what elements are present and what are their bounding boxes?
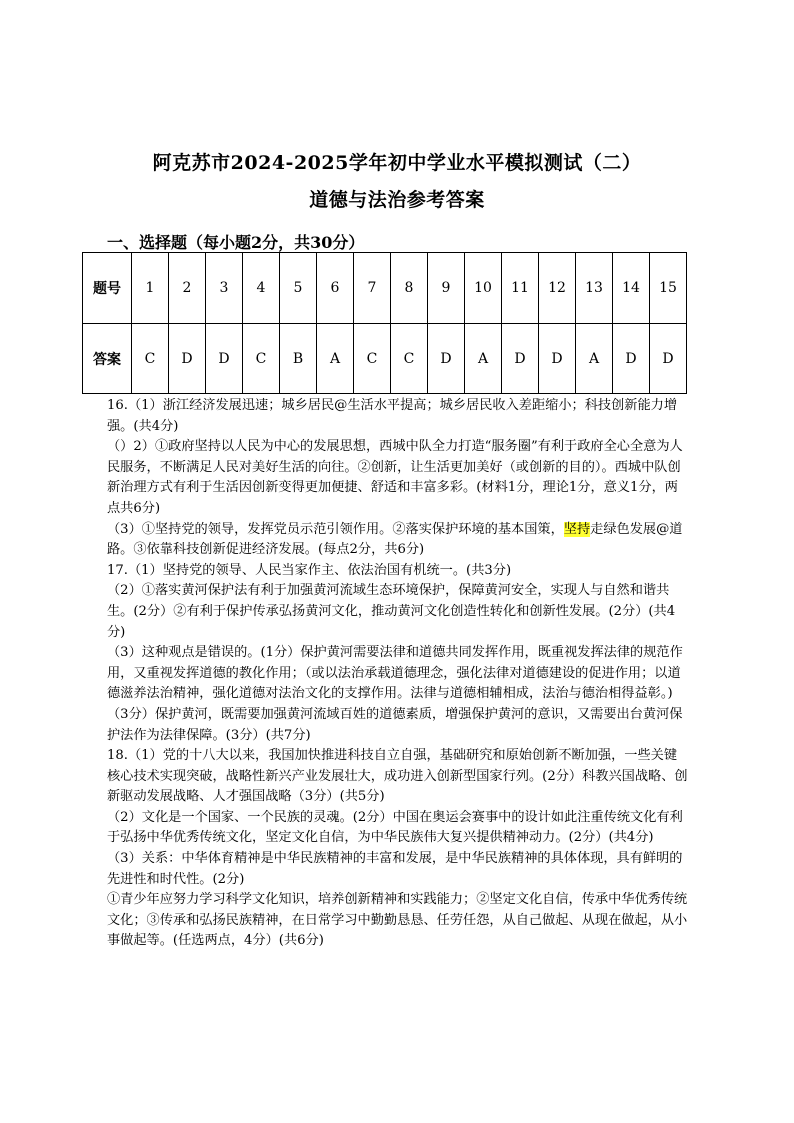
question-number-cell: 14 bbox=[613, 253, 650, 324]
answer-18-2: （2）文化是一个国家、一个民族的灵魂。(2分）中国在奥运会赛事中的设计如此注重传统文化有利于弘扬中华优秀传统文化，坚定文化自信，为中华民族伟大复兴提供精神动力。(2分）(共4分) bbox=[107, 809, 683, 846]
answer-cell: C bbox=[391, 324, 428, 394]
answer-cell: A bbox=[576, 324, 613, 394]
document-title: 阿克苏市2024-2025学年初中学业水平模拟测试（二） bbox=[152, 152, 642, 174]
question-number-cell: 2 bbox=[169, 253, 206, 324]
answer-cell: D bbox=[539, 324, 576, 394]
answer-18-3-points: ①青少年应努力学习科学文化知识，培养创新精神和实践能力；②坚定文化自信，传承中华优秀传统文化；③传承和弘扬民族精神，在日常学习中勤勤恳恳、任劳任怨，从自己做起、从现在做起，从小事做起等。(任选两点，4分）(共6分) bbox=[107, 892, 688, 949]
question-number-cell: 1 bbox=[132, 253, 169, 324]
answer-18-1: 18.（1）党的十八大以来，我国加快推进科技自立自强，基础研究和原始创新不断加强，一些关键核心技术实现突破，战略性新兴产业发展壮大，成功进入创新型国家行列。(2分）科教兴国战略、创新驱动发展战略、人才强国战略（3分）(共5分) bbox=[107, 748, 688, 805]
answer-cell: C bbox=[132, 324, 169, 394]
answer-16-1: 16.（1）浙江经济发展迅速；城乡居民@生活水平提高；城乡居民收入差距缩小；科技创新能力增强。(共4分) bbox=[107, 398, 678, 434]
answer-cell: B bbox=[280, 324, 317, 394]
question-number-row bbox=[83, 253, 687, 324]
question-number-cell: 5 bbox=[280, 253, 317, 324]
question-number-cell: 10 bbox=[465, 253, 502, 324]
answer-cell: D bbox=[613, 324, 650, 394]
answer-cell: C bbox=[243, 324, 280, 394]
question-number-cell: 7 bbox=[354, 253, 391, 324]
answer-cell: D bbox=[169, 324, 206, 394]
row-header-number: 题号 bbox=[83, 253, 132, 324]
answer-cell: D bbox=[428, 324, 465, 394]
answer-18-3: （3）关系：中华体育精神是中华民族精神的丰富和发展，是中华民族精神的具体体现，具有鲜明的先进性和时代性。(2分) bbox=[107, 851, 683, 887]
answer-cell: D bbox=[206, 324, 243, 394]
question-number-cell: 4 bbox=[243, 253, 280, 324]
answer-cell: A bbox=[465, 324, 502, 394]
question-number-cell: 9 bbox=[428, 253, 465, 324]
answer-17-1: 17.（1）坚持党的领导、人民当家作主、依法治国有机统一。(共3分) bbox=[107, 562, 512, 578]
answer-table bbox=[82, 252, 687, 394]
answer-16-3 bbox=[107, 520, 689, 561]
highlighted-text: 坚持 bbox=[563, 521, 591, 537]
answer-16-2: （）2）①政府坚持以人民为中心的发展思想，西城中队全力打造“服务圈”有利于政府全心全意为人民服务，不断满足人民对美好生活的向往。②创新，让生活更加美好（或创新的目的）。西城中队创新治理方式有利于生活因创新变得更加便捷、舒适和丰富多彩。(材料1分，理论1分，意义1分，两点共6分) bbox=[107, 439, 683, 516]
document-subtitle: 道德与法治参考答案 bbox=[309, 189, 485, 211]
question-number-cell: 11 bbox=[502, 253, 539, 324]
question-number-cell: 6 bbox=[317, 253, 354, 324]
answer-17-3: （3）这种观点是错误的。(1分）保护黄河需要法律和道德共同发挥作用，既重视发挥法律的规范作用，又重视发挥道德的教化作用；（或以法治承载道德理念，强化法律对道德建设的促进作用；以道德滋养法治精神，强化道德对法治文化的支撑作用。法律与道德相辅相成，法治与德治相得益彰。)（3分）保护黄河，既需要加强黄河流域百姓的道德素质，增强保护黄河的意识，又需要出台黄河保护法作为法律保障。(3分）(共7分) bbox=[107, 645, 683, 743]
question-number-cell: 12 bbox=[539, 253, 576, 324]
answer-16-3-text: （3）①坚持党的领导，发挥党员示范引领作用。②落实保护环境的基本国策， bbox=[107, 521, 564, 537]
answer-cell: C bbox=[354, 324, 391, 394]
answer-cell: D bbox=[502, 324, 539, 394]
section-heading: 一、选择题（每小题2分，共30分） bbox=[107, 233, 365, 252]
question-number-cell: 13 bbox=[576, 253, 613, 324]
answer-cell: D bbox=[650, 324, 687, 394]
question-number-cell: 15 bbox=[650, 253, 687, 324]
answer-17-2: （2）①落实黄河保护法有利于加强黄河流域生态环境保护，保障黄河安全，实现人与自然和谐共生。(2分）②有利于保护传承弘扬黄河文化，推动黄河文化创造性转化和创新性发展。(2分）(共4分) bbox=[107, 583, 676, 640]
answer-cell: A bbox=[317, 324, 354, 394]
question-number-cell: 3 bbox=[206, 253, 243, 324]
answer-row bbox=[83, 324, 687, 394]
question-number-cell: 8 bbox=[391, 253, 428, 324]
answer-16-3-cont: 走绿色发展@道路。③依靠科技创新促进经济发展。(每点2分，共6分) bbox=[107, 521, 683, 558]
row-header-answer: 答案 bbox=[83, 324, 132, 394]
answer-body bbox=[107, 396, 689, 952]
